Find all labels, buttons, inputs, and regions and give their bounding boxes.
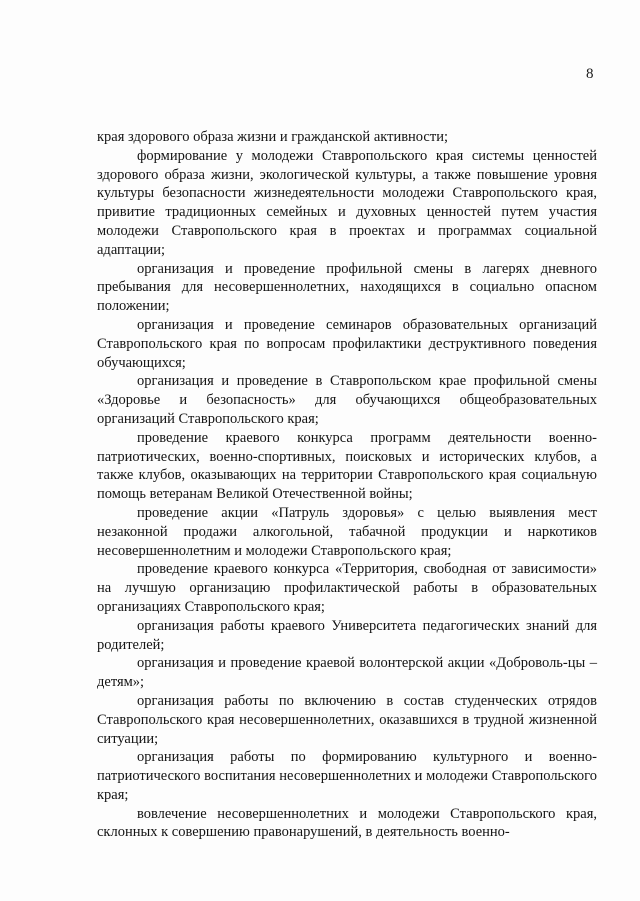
paragraph: организация работы по включению в состав студенческих отрядов Ставропольского края несовершеннолетних, оказавшихся в трудной жизненной ситуации;	[97, 692, 597, 747]
paragraph: проведение краевого конкурса «Территория, свободная от зависимости» на лучшую организацию профилактической работы в образовательных организациях Ставропольского края;	[97, 561, 597, 615]
paragraph: организация и проведение профильной смены в лагерях дневного пребывания для несовершеннолетних, находящихся в социально опасном положении;	[97, 260, 597, 315]
paragraph: формирование у молодежи Ставропольского края системы ценностей здорового образа жизни, экологической культуры, а также повышение уровня культуры безопасности жизнедеятельности молодежи Ставропольского края, привитие традиционных семейных и духовных ценностей путем участия молодежи Ставропольского края в проектах и программах социальной адаптации;	[97, 147, 597, 258]
paragraph: проведение краевого конкурса программ деятельности военно-патриотических, военно-спортивных, поисковых и исторических клубов, а также клубов, оказывающих на территории Ставропольского края социальную помощь ветеранам Великой Отечественной войны;	[97, 429, 597, 503]
page-number: 8	[586, 66, 594, 82]
paragraph: организация и проведение краевой волонтерской акции «Доброволь-цы – детям»;	[97, 655, 597, 691]
paragraph: организация работы краевого Университета педагогических знаний для родителей;	[97, 617, 597, 653]
paragraph: вовлечение несовершеннолетних и молодежи Ставропольского края, склонных к совершению правонарушений, в деятельность военно-	[97, 805, 597, 841]
document-body	[97, 128, 597, 842]
paragraph: края здорового образа жизни и гражданской активности;	[97, 129, 448, 145]
paragraph: организация и проведение в Ставропольском крае профильной смены «Здоровье и безопасность» для обучающихся общеобразовательных организаций Ставропольского края;	[97, 373, 597, 427]
paragraph: организация работы по формированию культурного и военно-патриотического воспитания несовершеннолетних и молодежи Ставропольского края;	[97, 749, 597, 803]
paragraph: проведение акции «Патруль здоровья» с целью выявления мест незаконной продажи алкогольной, табачной продукции и наркотиков несовершеннолетним и молодежи Ставропольского края;	[97, 504, 597, 559]
paragraph: организация и проведение семинаров образовательных организаций Ставропольского края по вопросам профилактики деструктивного поведения обучающихся;	[97, 316, 597, 371]
